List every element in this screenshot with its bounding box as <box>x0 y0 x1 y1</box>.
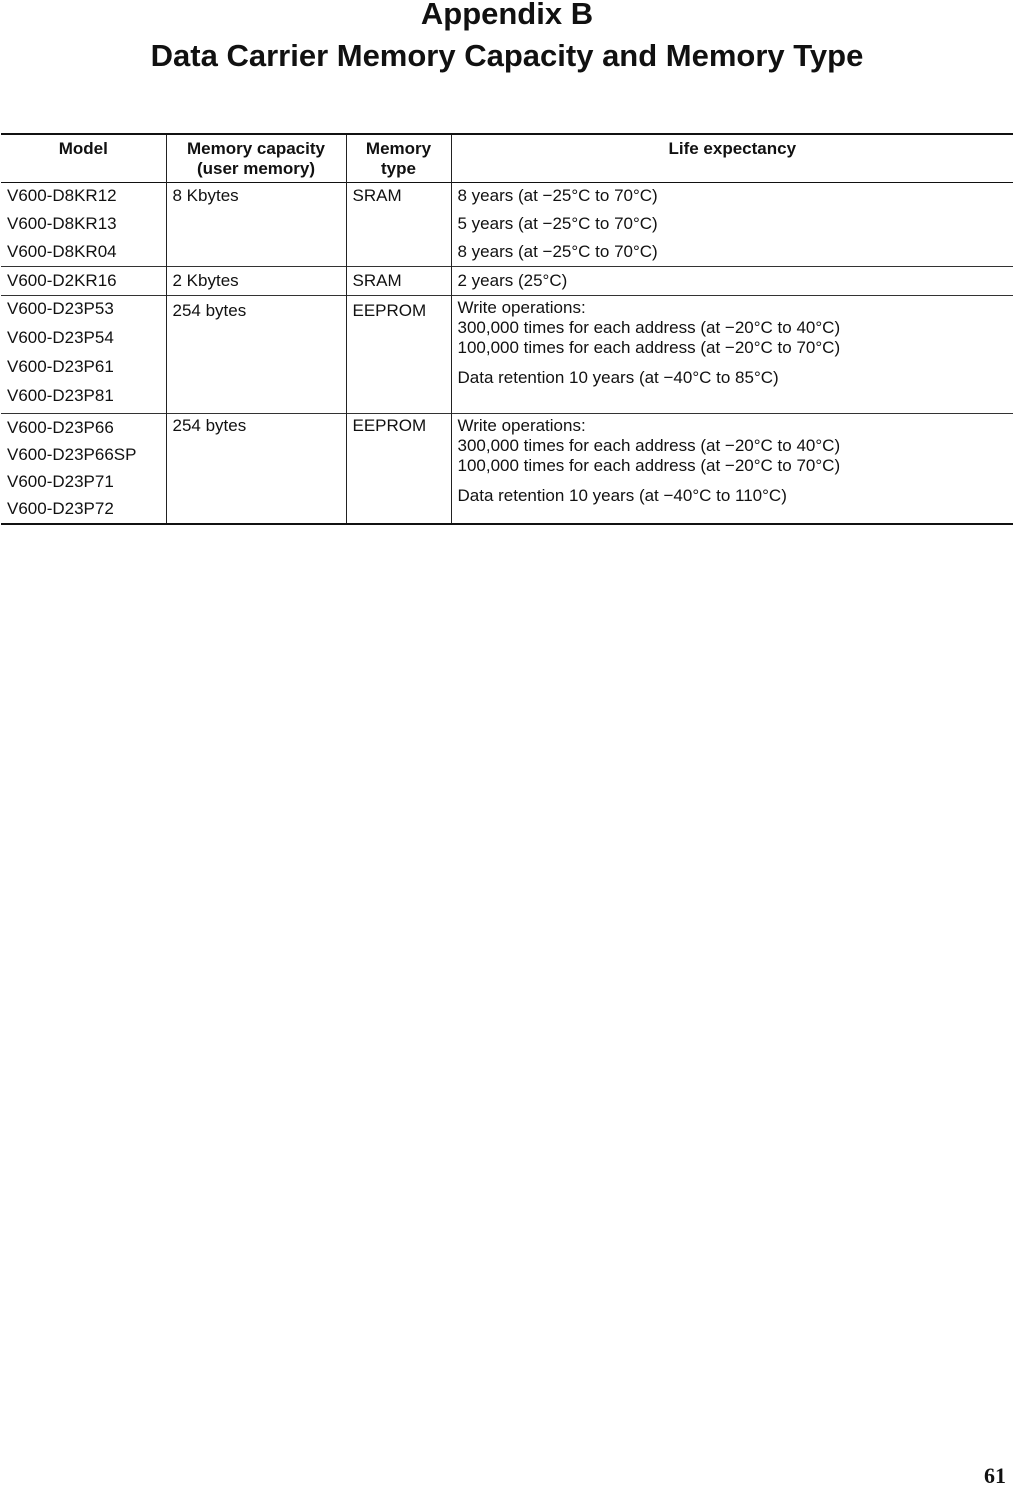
type-cell: EEPROM <box>346 296 451 414</box>
memory-spec-table <box>1 133 1013 525</box>
type-cell: EEPROM <box>346 414 451 524</box>
table-row <box>1 239 1013 267</box>
model-cell: V600-D23P54 <box>7 327 114 347</box>
life-cell: 5 years (at −25°C to 70°C) <box>451 211 1013 239</box>
model-cell: V600-D8KR04 <box>7 241 117 261</box>
appendix-title: Appendix B <box>420 0 594 31</box>
life-line: Data retention 10 years (at −40°C to 85°C) <box>457 368 779 387</box>
model-cell: V600-D8KR12 <box>7 186 117 205</box>
model-cell: V600-D23P72 <box>7 498 114 518</box>
life-line: Write operations: <box>457 416 586 435</box>
life-line: 300,000 times for each address (at −20°C to 40°C) <box>457 436 841 455</box>
type-cell: SRAM <box>346 183 451 267</box>
life-line: 300,000 times for each address (at −20°C to 40°C) <box>457 318 841 337</box>
header-life-expectancy: Life expectancy <box>451 134 1013 183</box>
model-cell: V600-D2KR16 <box>7 271 117 290</box>
model-cell: V600-D23P66 <box>7 418 114 437</box>
life-cell: 8 years (at −25°C to 70°C) <box>451 183 1013 211</box>
header-memory-capacity: Memory capacity (user memory) <box>166 134 346 183</box>
life-line: Write operations: <box>457 298 586 317</box>
capacity-cell: 254 bytes <box>166 296 346 414</box>
type-cell: SRAM <box>346 267 451 296</box>
table-row <box>1 414 1013 442</box>
life-line: 100,000 times for each address (at −20°C to 70°C) <box>457 338 841 357</box>
header-memory-type: Memory type <box>346 134 451 183</box>
life-cell <box>451 414 1013 524</box>
model-cell: V600-D23P61 <box>7 356 114 376</box>
life-cell: 8 years (at −25°C to 70°C) <box>451 239 1013 267</box>
model-cell: V600-D23P71 <box>7 471 114 491</box>
model-cell: V600-D23P53 <box>7 299 114 318</box>
life-line: 100,000 times for each address (at −20°C to 70°C) <box>457 456 841 475</box>
model-cell: V600-D23P66SP <box>7 444 137 464</box>
life-line: Data retention 10 years (at −40°C to 110°C) <box>457 486 787 505</box>
capacity-cell: 254 bytes <box>166 414 346 524</box>
page-number: 61 <box>984 1463 1006 1488</box>
capacity-cell: 8 Kbytes <box>166 183 346 267</box>
table-row <box>1 296 1013 325</box>
capacity-cell: 2 Kbytes <box>166 267 346 296</box>
model-cell: V600-D23P81 <box>7 385 114 405</box>
table-row <box>1 211 1013 239</box>
life-cell: 2 years (25°C) <box>451 267 1013 296</box>
header-model: Model <box>58 139 108 158</box>
appendix-subtitle: Data Carrier Memory Capacity and Memory Type <box>150 38 864 73</box>
model-cell: V600-D8KR13 <box>7 213 117 233</box>
table-row <box>1 183 1013 211</box>
table-row <box>1 267 1013 296</box>
table-header-row <box>1 134 1013 183</box>
life-cell <box>451 296 1013 414</box>
